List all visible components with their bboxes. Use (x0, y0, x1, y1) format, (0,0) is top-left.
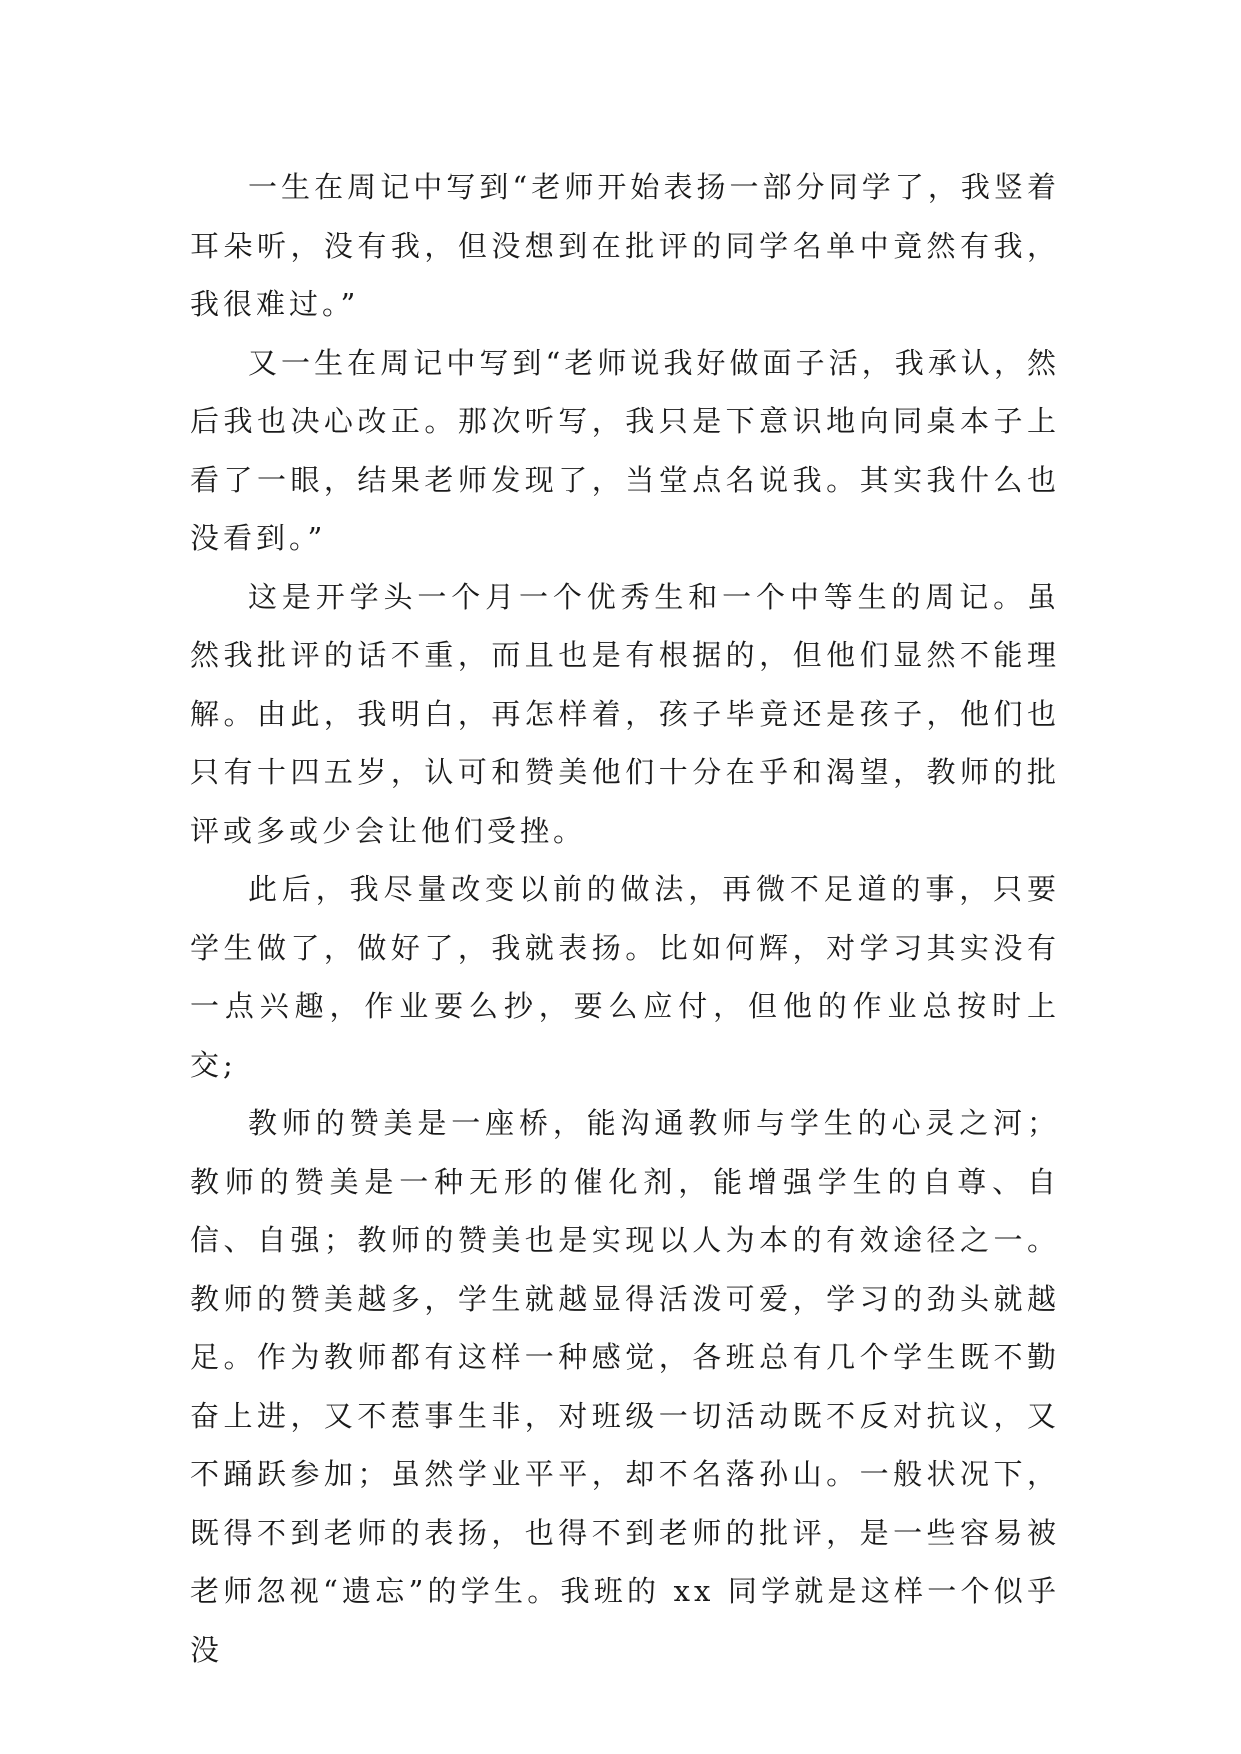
paragraph-2: 又一生在周记中写到“老师说我好做面子活，我承认，然后我也决心改正。那次听写，我只是下意识地向同桌本子上看了一眼，结果老师发现了，当堂点名说我。其实我什么也没看到。” (190, 345, 1060, 555)
paragraph-3: 这是开学头一个月一个优秀生和一个中等生的周记。虽然我批评的话不重，而且也是有根据的，但他们显然不能理解。由此，我明白，再怎样着，孩子毕竟还是孩子，他们也只有十四五岁，认可和赞美他们十分在乎和渴望，教师的批评或多或少会让他们受挫。 (190, 579, 1060, 848)
paragraph-4: 此后，我尽量改变以前的做法，再微不足道的事，只要学生做了，做好了，我就表扬。比如何辉，对学习其实没有一点兴趣，作业要么抄，要么应付，但他的作业总按时上交; (190, 872, 1060, 1082)
paragraph-1: 一生在周记中写到“老师开始表扬一部分同学了，我竖着耳朵听，没有我，但没想到在批评的同学名单中竟然有我，我很难过。” (190, 170, 1060, 321)
document-body (190, 158, 1060, 1679)
paragraph-5: 教师的赞美是一座桥，能沟通教师与学生的心灵之河；教师的赞美是一种无形的催化剂，能增强学生的自尊、自信、自强；教师的赞美也是实现以人为本的有效途径之一。教师的赞美越多，学生就越显得活泼可爱，学习的劲头就越足。作为教师都有这样一种感觉，各班总有几个学生既不勤奋上进，又不惹事生非，对班级一切活动既不反对抗议，又不踊跃参加；虽然学业平平，却不名落孙山。一般状况下，既得不到老师的表扬，也得不到老师的批评，是一些容易被老师忽视“遗忘”的学生。我班的 xx 同学就是这样一个似乎没 (190, 1106, 1060, 1667)
